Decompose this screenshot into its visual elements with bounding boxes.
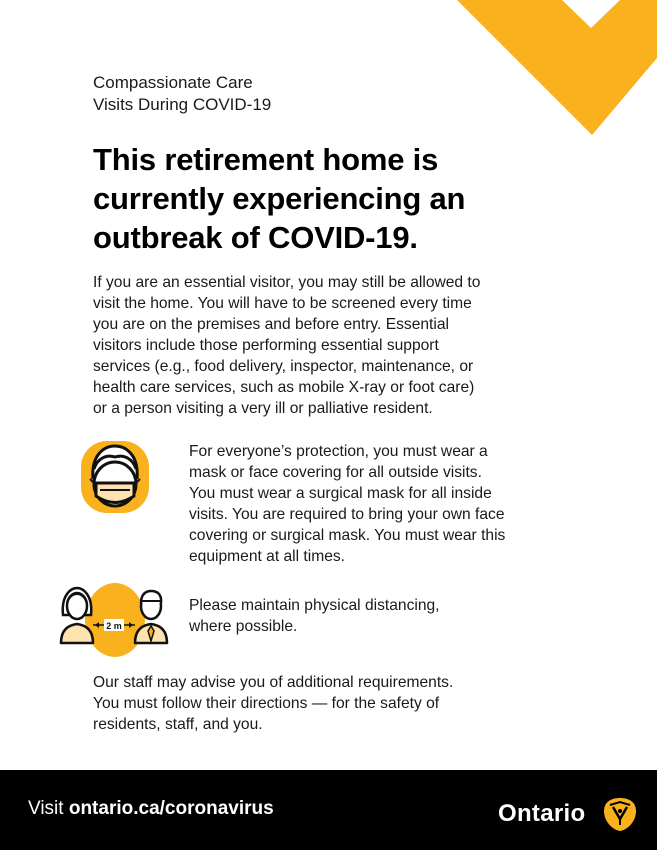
text-line: where possible. bbox=[189, 618, 298, 635]
text-line: health care services, such as mobile X-ray or foot care) bbox=[93, 379, 475, 396]
text-line: For everyone’s protection, you must wear a bbox=[189, 443, 488, 460]
distancing-text bbox=[189, 595, 519, 637]
subtitle bbox=[93, 72, 423, 116]
masked-face-icon bbox=[80, 439, 150, 515]
trillium-icon bbox=[603, 796, 637, 832]
text-line: You must wear a surgical mask for all inside bbox=[189, 485, 492, 502]
ontario-wordmark: Ontario bbox=[498, 800, 586, 827]
text-line: visitors include those performing essential support bbox=[93, 337, 439, 354]
text-line: visits. You are required to bring your own face bbox=[189, 506, 505, 523]
text-line: residents, staff, and you. bbox=[93, 716, 263, 733]
title-line: currently experiencing an bbox=[93, 181, 466, 216]
text-line: or a person visiting a very ill or palliative resident. bbox=[93, 400, 433, 417]
title-line: This retirement home is bbox=[93, 142, 439, 177]
closing-paragraph bbox=[93, 672, 523, 735]
corner-chevron-decoration bbox=[457, 0, 657, 140]
page-title bbox=[93, 140, 573, 257]
title-line: outbreak of COVID-19. bbox=[93, 220, 418, 255]
text-line: mask or face covering for all outside visits. bbox=[189, 464, 482, 481]
distance-label: 2 m bbox=[106, 621, 122, 631]
text-line: Please maintain physical distancing, bbox=[189, 597, 440, 614]
text-line: visit the home. You will have to be screened every time bbox=[93, 295, 472, 312]
mask-requirement-text bbox=[189, 441, 559, 567]
subtitle-line: Compassionate Care bbox=[93, 73, 253, 92]
physical-distancing-icon bbox=[55, 581, 173, 659]
text-line: services (e.g., food delivery, inspector, maintenance, or bbox=[93, 358, 474, 375]
text-line: equipment at all times. bbox=[189, 548, 346, 565]
text-line: Our staff may advise you of additional requirements. bbox=[93, 674, 454, 691]
subtitle-line: Visits During COVID-19 bbox=[93, 95, 272, 114]
intro-paragraph bbox=[93, 272, 563, 419]
footer-bar bbox=[0, 770, 657, 850]
text-line: you are on the premises and before entry. Essential bbox=[93, 316, 449, 333]
text-line: If you are an essential visitor, you may still be allowed to bbox=[93, 274, 481, 291]
visit-prefix: Visit bbox=[28, 798, 69, 819]
website-link[interactable]: ontario.ca/coronavirus bbox=[68, 798, 274, 819]
footer-visit-text bbox=[28, 797, 274, 821]
text-line: covering or surgical mask. You must wear this bbox=[189, 527, 506, 544]
text-line: You must follow their directions — for the safety of bbox=[93, 695, 440, 712]
